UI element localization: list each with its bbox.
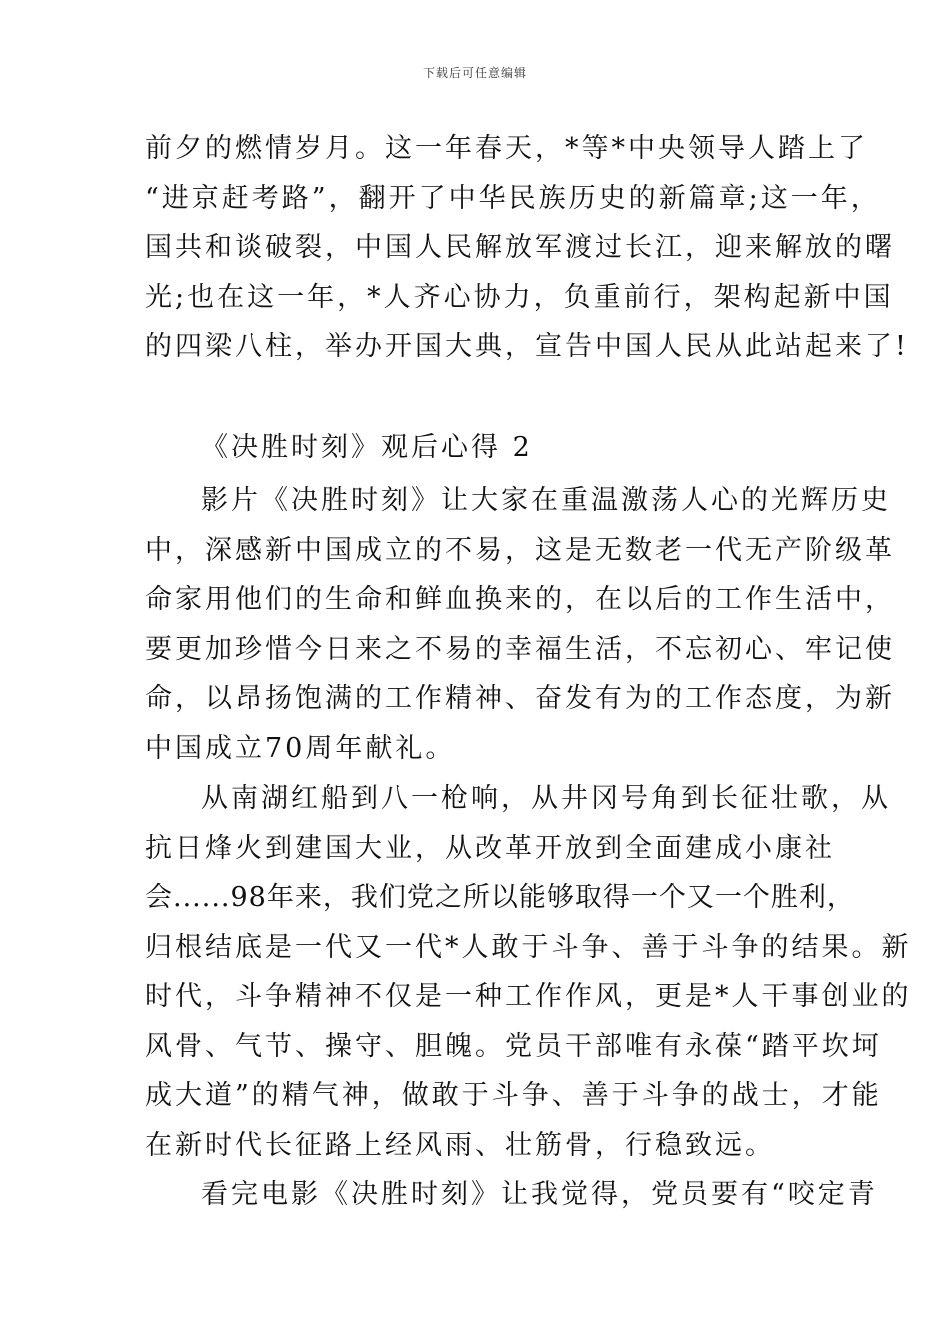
text-line: 命家用他们的生命和鲜血换来的，在以后的工作生活中， bbox=[145, 584, 895, 615]
section-title-block bbox=[145, 423, 810, 473]
text-line: 国共和谈破裂，中国人民解放军渡过长江，迎来解放的曙 bbox=[145, 232, 895, 263]
text-line: 中国成立70周年献礼。 bbox=[145, 732, 456, 764]
paragraph-intro bbox=[145, 124, 909, 372]
text-line: 光;也在这一年，*人齐心协力，负重前行，架构起新中国 bbox=[145, 281, 894, 313]
text-line: 要更加珍惜今日来之不易的幸福生活，不忘初心、牢记使 bbox=[145, 633, 895, 665]
page-header: 下载后可任意编辑 bbox=[422, 66, 527, 80]
section-title: 《决胜时刻》观后心得 2 bbox=[201, 432, 533, 463]
text-line: “进京赶考路”，翻开了中华民族历史的新篇章;这一年， bbox=[145, 182, 881, 214]
paragraph-3 bbox=[145, 1170, 878, 1220]
text-line: 影片《决胜时刻》让大家在重温激荡人心的光辉历史 bbox=[201, 485, 891, 516]
text-line: 风骨、气节、操守、胆魄。党员干部唯有永葆“踏平坎坷 bbox=[145, 1030, 882, 1062]
text-line: 看完电影《决胜时刻》让我觉得，党员要有“咬定青 bbox=[201, 1179, 878, 1210]
paragraph-2 bbox=[145, 774, 912, 1170]
text-line: 前夕的燃情岁月。这一年春天，*等*中央领导人踏上了 bbox=[145, 133, 868, 164]
text-line: 归根结底是一代又一代*人敢于斗争、善于斗争的结果。新 bbox=[145, 931, 912, 963]
text-line: 时代，斗争精神不仅是一种工作作风，更是*人干事创业的 bbox=[145, 981, 912, 1012]
text-line: 抗日烽火到建国大业，从改革开放到全面建成小康社 bbox=[145, 832, 835, 864]
text-line: 命，以昂扬饱满的工作精神、奋发有为的工作态度，为新 bbox=[145, 683, 895, 714]
text-line: 成大道”的精气神，做敢于斗争、善于斗争的战士，才能 bbox=[145, 1080, 882, 1111]
text-line: 中，深感新中国成立的不易，这是无数老一代无产阶级革 bbox=[145, 534, 895, 566]
text-line: 从南湖红船到八一枪响，从井冈号角到长征壮歌，从 bbox=[201, 783, 891, 814]
paragraph-1 bbox=[145, 476, 895, 773]
text-line: 会......98年来，我们党之所以能够取得一个又一个胜利， bbox=[145, 882, 855, 913]
text-line: 的四梁八柱，举办开国大典，宣告中国人民从此站起来了! bbox=[145, 331, 909, 362]
text-line: 在新时代长征路上经风雨、壮筋骨，行稳致远。 bbox=[145, 1129, 775, 1161]
